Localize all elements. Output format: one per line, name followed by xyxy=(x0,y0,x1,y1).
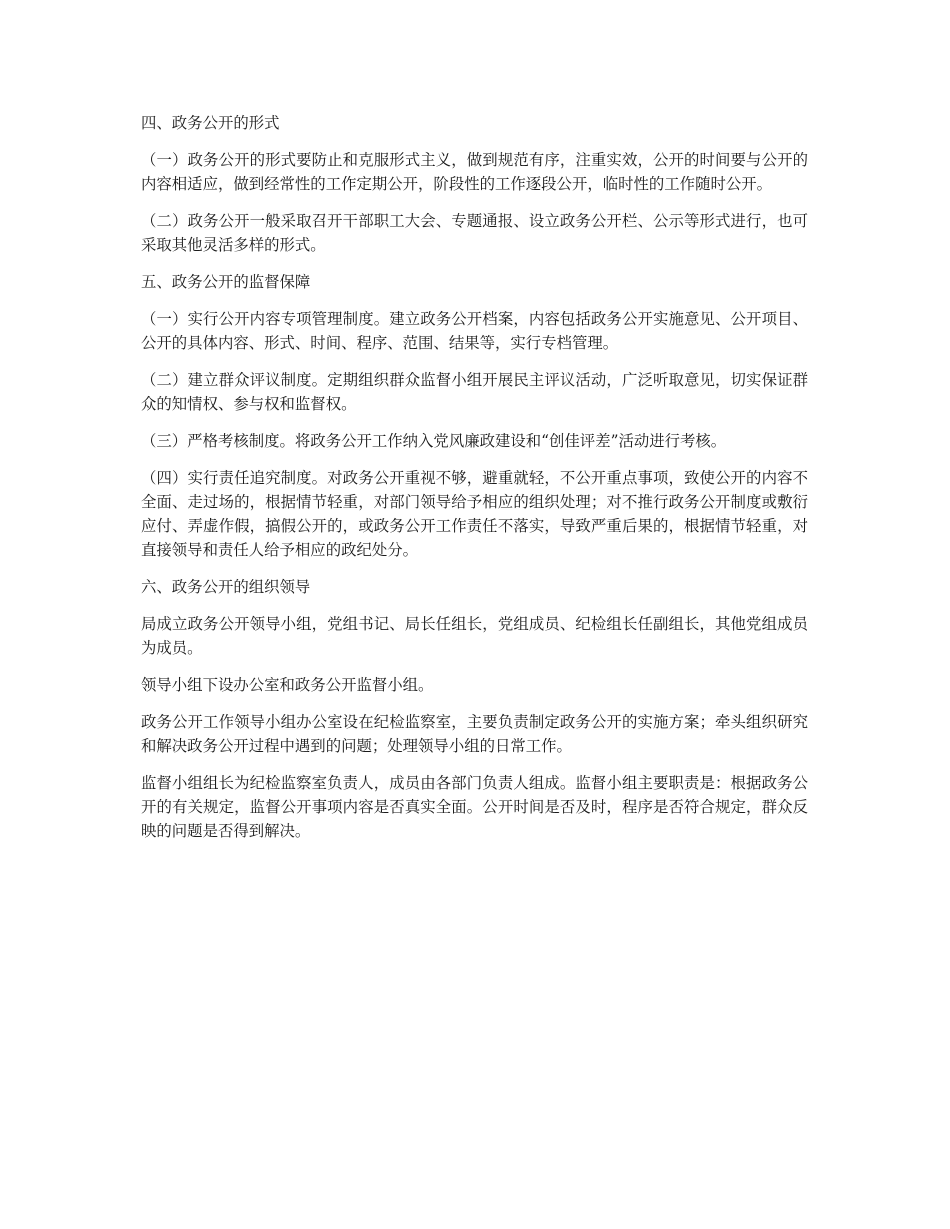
section-4-paragraph-1: （一）政务公开的形式要防止和克服形式主义，做到规范有序，注重实效，公开的时间要与公开的内容相适应，做到经常性的工作定期公开，阶段性的工作逐段公开，临时性的工作随时公开。 xyxy=(141,151,808,193)
section-5-heading: 五、政务公开的监督保障 xyxy=(141,273,311,291)
section-6-paragraph-4: 监督小组组长为纪检监察室负责人，成员由各部门负责人组成。监督小组主要职责是：根据政务公开的有关规定，监督公开事项内容是否真实全面。公开时间是否及时，程序是否符合规定，群众反映的问题是否得到解决。 xyxy=(141,774,808,840)
section-5-paragraph-4: （四）实行责任追究制度。对政务公开重视不够，避重就轻，不公开重点事项，致使公开的内容不全面、走过场的，根据情节轻重，对部门领导给予相应的组织处理；对不推行政务公开制度或敷衍应付、弄虚作假，搞假公开的，或政务公开工作责任不落实，导致严重后果的，根据情节轻重，对直接领导和责任人给予相应的政纪处分。 xyxy=(141,469,808,559)
section-6-paragraph-3: 政务公开工作领导小组办公室设在纪检监察室，主要负责制定政务公开的实施方案；牵头组织研究和解决政务公开过程中遇到的问题；处理领导小组的日常工作。 xyxy=(141,713,808,755)
section-4-paragraph-2: （二）政务公开一般采取召开干部职工大会、专题通报、设立政务公开栏、公示等形式进行，也可采取其他灵活多样的形式。 xyxy=(141,212,808,254)
section-5-paragraph-2: （二）建立群众评议制度。定期组织群众监督小组开展民主评议活动，广泛听取意见，切实保证群众的知情权、参与权和监督权。 xyxy=(141,371,808,413)
section-5-paragraph-3: （三）严格考核制度。将政务公开工作纳入党风廉政建设和“创佳评差”活动进行考核。 xyxy=(141,432,727,450)
document-page xyxy=(141,111,808,856)
section-6-paragraph-1: 局成立政务公开领导小组，党组书记、局长任组长，党组成员、纪检组长任副组长，其他党组成员为成员。 xyxy=(141,615,808,657)
section-6-paragraph-2: 领导小组下设办公室和政务公开监督小组。 xyxy=(141,676,434,694)
section-5-paragraph-1: （一）实行公开内容专项管理制度。建立政务公开档案，内容包括政务公开实施意见、公开项目、公开的具体内容、形式、时间、程序、范围、结果等，实行专档管理。 xyxy=(141,310,808,352)
section-6-heading: 六、政务公开的组织领导 xyxy=(141,578,311,596)
section-4-heading: 四、政务公开的形式 xyxy=(141,114,280,132)
